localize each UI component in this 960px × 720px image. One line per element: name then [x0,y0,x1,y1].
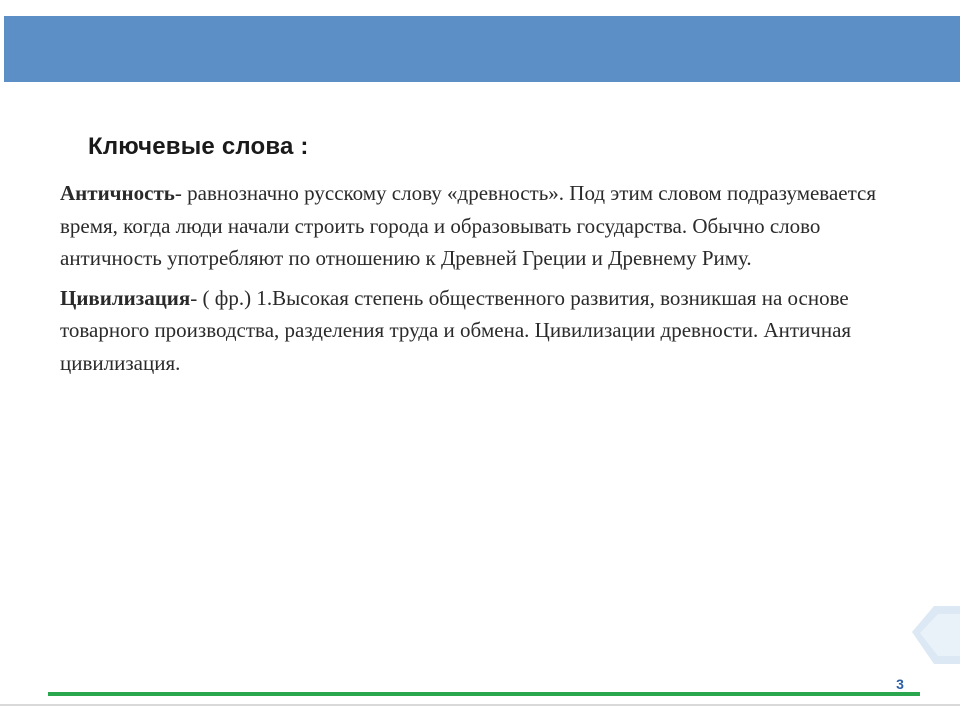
page-number: 3 [896,676,904,692]
definition-civilization [60,282,920,380]
term-antiquity: Античность [60,181,175,205]
footer-divider [48,692,920,696]
footer-shadow-line [0,704,960,706]
definition-antiquity [60,177,920,275]
term-civilization: Цивилизация [60,285,191,310]
definitions-body [60,177,920,386]
slide-heading: Ключевые слова : [88,133,309,160]
definition-antiquity-text: - равнозначно русскому слову «древность». Под этим словом подразумевается время, когда люди начали строить города и образовывать государства. Обычно слово античность употребляют по отношению к Древней Греции и Древнему Риму. [60,181,876,270]
header-band [4,16,960,82]
definition-civilization-text: - ( фр.) 1.Высокая степень общественного развития, возникшая на основе товарного производства, разделения труда и обмена. Цивилизации древности. Античная цивилизация. [60,285,852,375]
left-chevron-tab-icon [908,606,960,664]
